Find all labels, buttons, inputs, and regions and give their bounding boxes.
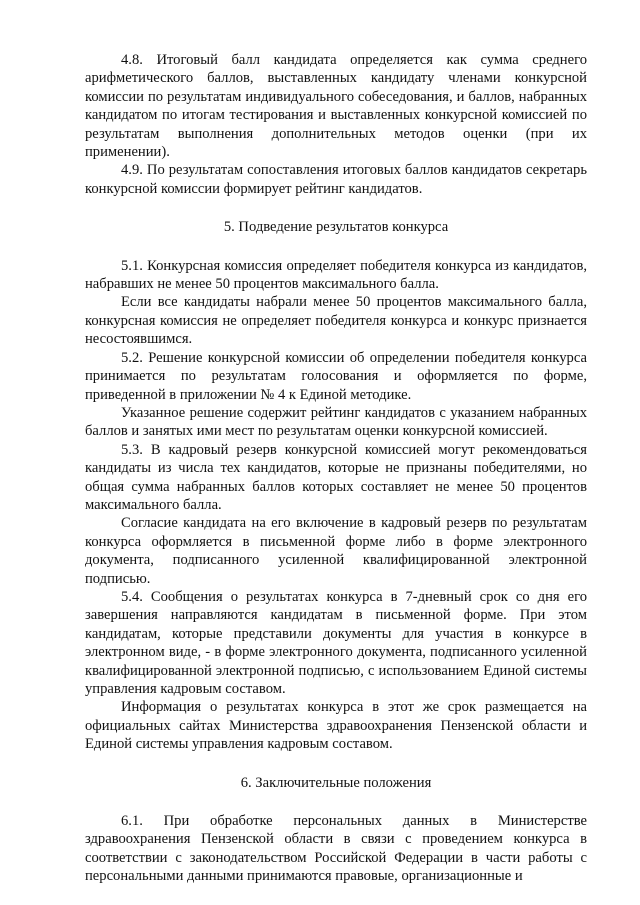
paragraph-5-4-b: Информация о результатах конкурса в этот же срок размещается на официальных сайтах Министерства здравоохранения Пензенской области и Единой системы управления кадровым составом.: [85, 699, 587, 753]
paragraph-4-8: 4.8. Итоговый балл кандидата определяется как сумма среднего арифметического баллов, выставленных кандидату членами конкурсной комиссии по результатам индивидуального собеседования, и баллов, набранных кандидатом по итогам тестирования и выставленных конкурсной комиссией по результатам выполнения дополнительных методов оценки (при их применении).: [85, 52, 587, 161]
section-heading-6: 6. Заключительные положения: [240, 774, 432, 791]
document-page: [85, 51, 587, 886]
paragraph-5-3: 5.3. В кадровый резерв конкурсной комиссией могут рекомендоваться кандидаты из числа тех кандидатов, которые не признаны победителями, но общая сумма набранных баллов которых составляет не менее 50 процентов максимального балла.: [85, 441, 587, 513]
paragraph-5-1: 5.1. Конкурсная комиссия определяет победителя конкурса из кандидатов, набравших не менее 50 процентов максимального балла.: [85, 257, 587, 293]
paragraph-5-3-b: Согласие кандидата на его включение в кадровый резерв по результатам конкурса оформляется в письменной форме либо в форме электронного документа, подписанного усиленной квалифицированной электронной подписью.: [85, 515, 587, 587]
paragraph-5-1-b: Если все кандидаты набрали менее 50 процентов максимального балла, конкурсная комиссия не определяет победителя конкурса и конкурс признается несостоявшимся.: [85, 294, 587, 348]
paragraph-5-2: 5.2. Решение конкурсной комиссии об определении победителя конкурса принимается по результатам голосования и оформляется по форме, приведенной в приложении № 4 к Единой методике.: [85, 349, 587, 403]
paragraph-6-1: 6.1. При обработке персональных данных в Министерстве здравоохранения Пензенской области в связи с проведением конкурса в соответствии с законодательством Российской Федерации в части работы с персональными данными принимаются правовые, организационные и: [85, 813, 587, 885]
paragraph-5-2-b: Указанное решение содержит рейтинг кандидатов с указанием набранных баллов и занятых ими мест по результатам оценки конкурсной комиссией.: [85, 404, 587, 440]
section-heading-5: 5. Подведение результатов конкурса: [223, 219, 449, 236]
paragraph-5-4: 5.4. Сообщения о результатах конкурса в 7-дневный срок со дня его завершения направляются кандидатам в письменной форме. При этом кандидатам, которые представили документы для участия в конкурсе в электронном виде, - в форме электронного документа, подписанного усиленной квалифицированной электронной подписью, с использованием Единой системы управления кадровым составом.: [85, 588, 587, 697]
paragraph-4-9: 4.9. По результатам сопоставления итоговых баллов кандидатов секретарь конкурсной комиссии формирует рейтинг кандидатов.: [85, 162, 587, 197]
